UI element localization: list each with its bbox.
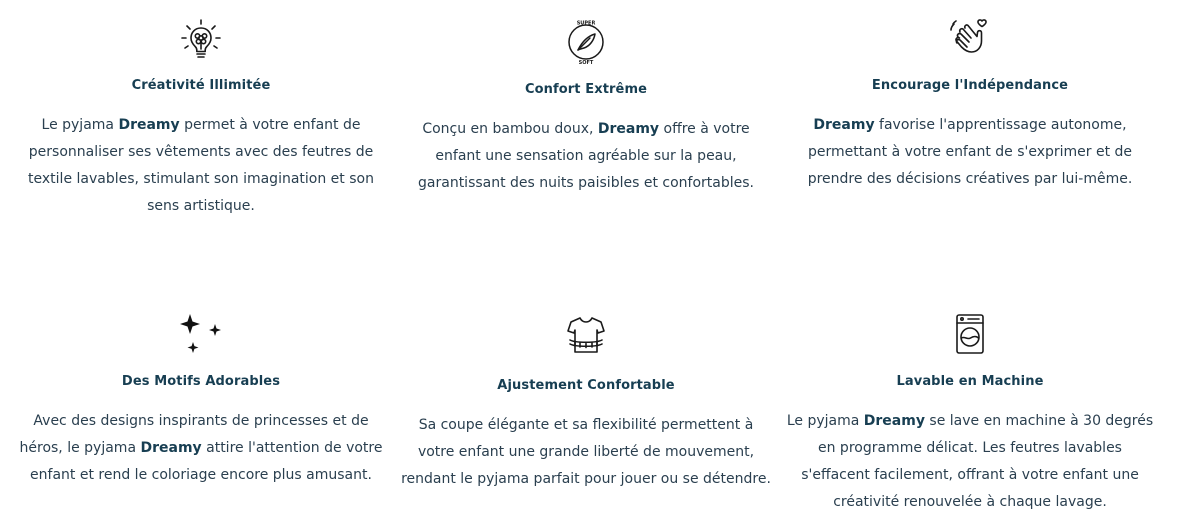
icon-text-super: SUPER: [576, 20, 596, 27]
brand-name: Dreamy: [813, 117, 875, 133]
feature-description: [16, 408, 386, 489]
brand-name: Dreamy: [597, 121, 660, 137]
brand-name: Dreamy: [863, 413, 925, 429]
feature-title: Confort Extrême: [524, 82, 648, 97]
description-text: Avec des designs inspirants de princesses et de héros, le pyjama: [19, 413, 369, 456]
description-text: Le pyjama: [41, 117, 119, 133]
description-text: attire l'attention de votre enfant et rend le coloriage encore plus amusant.: [30, 440, 383, 483]
super-soft-feather-icon: [562, 18, 610, 66]
description-text: permet à votre enfant de personnaliser ses vêtements avec des feutres de textile lavables, stimulant son imagination et son sens artistique.: [28, 117, 374, 214]
feature-title: Encourage l'Indépendance: [871, 78, 1069, 93]
feature-title: Lavable en Machine: [896, 374, 1044, 389]
description-text: offre à votre enfant une sensation agréable sur la peau, garantissant des nuits paisibles et confortables.: [418, 121, 754, 191]
brand-name: Dreamy: [140, 440, 202, 456]
description-text: Le pyjama: [786, 413, 864, 429]
feature-description: [401, 116, 771, 197]
description-text: Conçu en bambou doux,: [422, 121, 598, 137]
sparkles-icon: [177, 310, 225, 358]
description-text: se lave en machine à 30 degrés en programme délicat. Les feutres lavables s'effacent facilement, offrant à votre enfant une créativité renouvelée à chaque lavage.: [801, 413, 1154, 510]
icon-text-soft: SOFT: [578, 60, 594, 66]
feature-description: [16, 112, 386, 220]
description-text: favorise l'apprentissage autonome, permettant à votre enfant de s'exprimer et de prendre des décisions créatives par lui-même.: [807, 117, 1133, 187]
waving-hand-heart-icon: [946, 16, 994, 64]
feature-description: [785, 408, 1155, 516]
brand-name: Dreamy: [118, 117, 180, 133]
washing-machine-icon: [946, 310, 994, 358]
description-text: Sa coupe élégante et sa flexibilité permettent à votre enfant une grande liberté de mouvement, rendant le pyjama parfait pour jouer ou se détendre.: [401, 417, 771, 487]
feature-description: [401, 412, 771, 493]
feature-title: Créativité Illimitée: [131, 78, 271, 93]
lightbulb-icon: [177, 16, 225, 64]
feature-title: Ajustement Confortable: [497, 378, 675, 393]
feature-title: Des Motifs Adorables: [121, 374, 281, 389]
tshirt-measure-icon: [562, 312, 610, 360]
feature-description: [785, 112, 1155, 193]
